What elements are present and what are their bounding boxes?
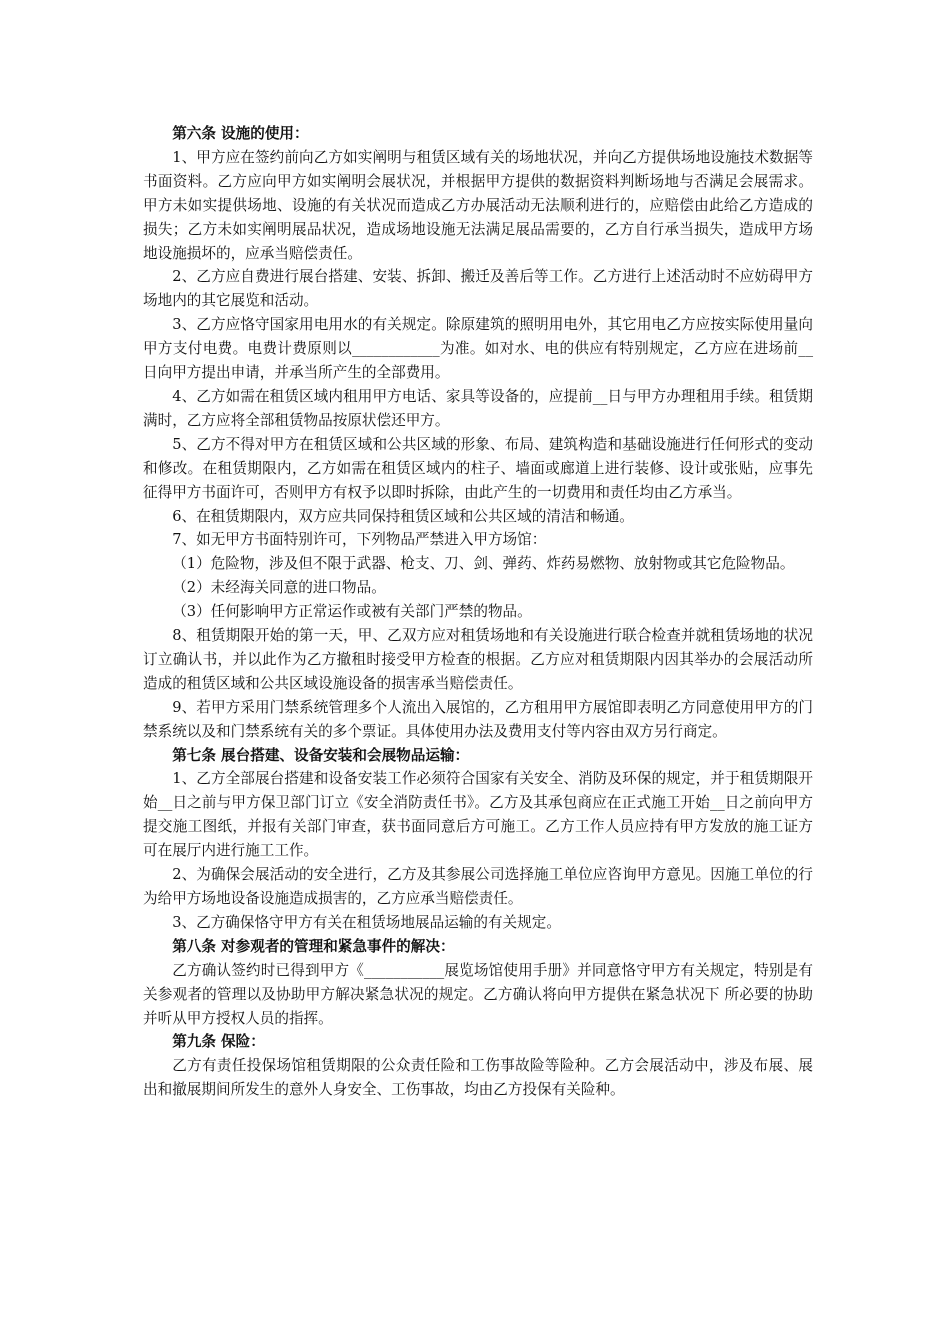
article-6-clause-7-item-3: （3）任何影响甲方正常运作或被有关部门严禁的物品。 <box>172 603 532 621</box>
blank-field: __ <box>157 794 173 812</box>
article-7-clause-2: 2、为确保会展活动的安全进行，乙方及其参展公司选择施工单位应咨询甲方意见。因施工单位的行为给甲方场地设备设施造成损害的，乙方应承当赔偿责任。 <box>143 866 813 907</box>
blank-field: ____________ <box>352 340 440 358</box>
article-6-clause-8: 8、租赁期限开始的第一天，甲、乙双方应对租赁场地和有关设施进行联合检查并就租赁场地的状况订立确认书，并以此作为乙方撤租时接受甲方检查的根据。乙方应对租赁期限内因其举办的会展活动所造成的租赁区域和公共区域设施设备的损害承当赔偿责任。 <box>143 627 813 692</box>
article-9-heading: 第九条 保险： <box>172 1033 265 1051</box>
article-6-clause-6: 6、在租赁期限内，双方应共同保持租赁区域和公共区域的清洁和畅通。 <box>172 507 634 525</box>
document-page <box>143 122 813 1102</box>
clause-text: 乙方确认签约时已得到甲方《 <box>172 961 364 979</box>
clause-text: 3、乙方应恪守国家用电用水的有关规定。除原建筑的照明用电外，其它用电乙方应按实际使用量向甲方支付电费。电费计费原则以 <box>143 316 813 358</box>
clause-text: 展览场馆使用手册》并同意恪守甲方有关规定，特别是有关参观者的管理以及协助甲方解决紧急状况的规定。乙方确认将向甲方提供在紧急状况下 所必要的协助并听从甲方授权人员的指挥。 <box>143 961 813 1027</box>
clause-text: 4、乙方如需在租赁区域内租用甲方电话、家具等设备的，应提前 <box>172 387 593 405</box>
article-7-clause-3: 3、乙方确保恪守甲方有关在租赁场地展品运输的有关规定。 <box>172 913 561 931</box>
article-6-clause-7: 7、如无甲方书面特别许可，下列物品严禁进入甲方场馆： <box>172 531 547 549</box>
article-7-clause-1 <box>143 767 813 863</box>
article-6-clause-4 <box>143 385 813 433</box>
article-6-heading: 第六条 设施的使用： <box>172 125 309 142</box>
clause-text: 1、乙方全部展台搭建和设备安装工作必须符合国家有关安全、消防及环保的规定，并于租赁期限开始 <box>143 770 813 812</box>
blank-field: __ <box>798 340 813 358</box>
clause-text: 日之前向甲方提交施工图纸，并报有关部门审查，获书面同意后方可施工。乙方工作人员应持有甲方发放的施工证方可在展厅内进行施工工作。 <box>143 794 813 860</box>
article-9-body: 乙方有责任投保场馆租赁期限的公众责任险和工伤事故险等险种。乙方会展活动中，涉及布展、展出和撤展期间所发生的意外人身安全、工伤事故，均由乙方投保有关险种。 <box>143 1057 813 1099</box>
article-8-heading: 第八条 对参观者的管理和紧急事件的解决： <box>172 937 455 955</box>
article-8-body <box>143 959 813 1031</box>
clause-text: 日与甲方办理租用手续。租赁期满时，乙方应将全部租赁物品按原状偿还甲方。 <box>143 387 813 429</box>
clause-text: 为准。如对水、电的供应有特别规定，乙方应在进场前 <box>439 340 799 358</box>
article-6-clause-5: 5、乙方不得对甲方在租赁区域和公共区域的形象、布局、建筑构造和基础设施进行任何形式的变动和修改。在租赁期限内，乙方如需在租赁区域内的柱子、墙面或廊道上进行装修、设计或张贴，应事先征得甲方书面许可，否则甲方有权予以即时拆除，由此产生的一切费用和责任均由乙方承当。 <box>143 435 813 501</box>
blank-field: ___________ <box>363 961 445 979</box>
article-6-clause-1: 1、甲方应在签约前向乙方如实阐明与租赁区域有关的场地状况，并向乙方提供场地设施技术数据等书面资料。乙方应向甲方如实阐明会展状况，并根据甲方提供的数据资料判断场地与否满足会展需求。甲方未如实提供场地、设施的有关状况而造成乙方办展活动无法顺利进行的，应赔偿由此给乙方造成的损失；乙方未如实阐明展品状况，造成场地设施无法满足展品需要的，乙方自行承当损失，造成甲方场地设施损坏的，应承当赔偿责任。 <box>143 148 813 262</box>
blank-field: __ <box>592 387 608 405</box>
clause-text: 日之前与甲方保卫部门订立《安全消防责任书》。乙方及其承包商应在正式施工开始 <box>172 794 711 812</box>
clause-text: 日向甲方提出申请，并承当所产生的全部费用。 <box>143 364 450 382</box>
article-6-clause-3 <box>143 313 813 385</box>
article-6-clause-7-item-2: （2）未经海关同意的进口物品。 <box>172 579 386 597</box>
article-6-clause-2: 2、乙方应自费进行展台搭建、安装、拆卸、搬迁及善后等工作。乙方进行上述活动时不应妨碍甲方场地内的其它展览和活动。 <box>143 268 813 310</box>
blank-field: __ <box>710 794 725 812</box>
article-6-clause-7-item-1: （1）危险物，涉及但不限于武器、枪支、刀、剑、弹药、炸药易燃物、放射物或其它危险物品。 <box>172 555 795 573</box>
article-6-clause-9: 9、若甲方采用门禁系统管理多个人流出入展馆的，乙方租用甲方展馆即表明乙方同意使用甲方的门禁系统以及和门禁系统有关的多个票证。具体使用办法及费用支付等内容由双方另行商定。 <box>143 698 813 740</box>
article-7-heading: 第七条 展台搭建、设备安装和会展物品运输： <box>172 746 470 764</box>
